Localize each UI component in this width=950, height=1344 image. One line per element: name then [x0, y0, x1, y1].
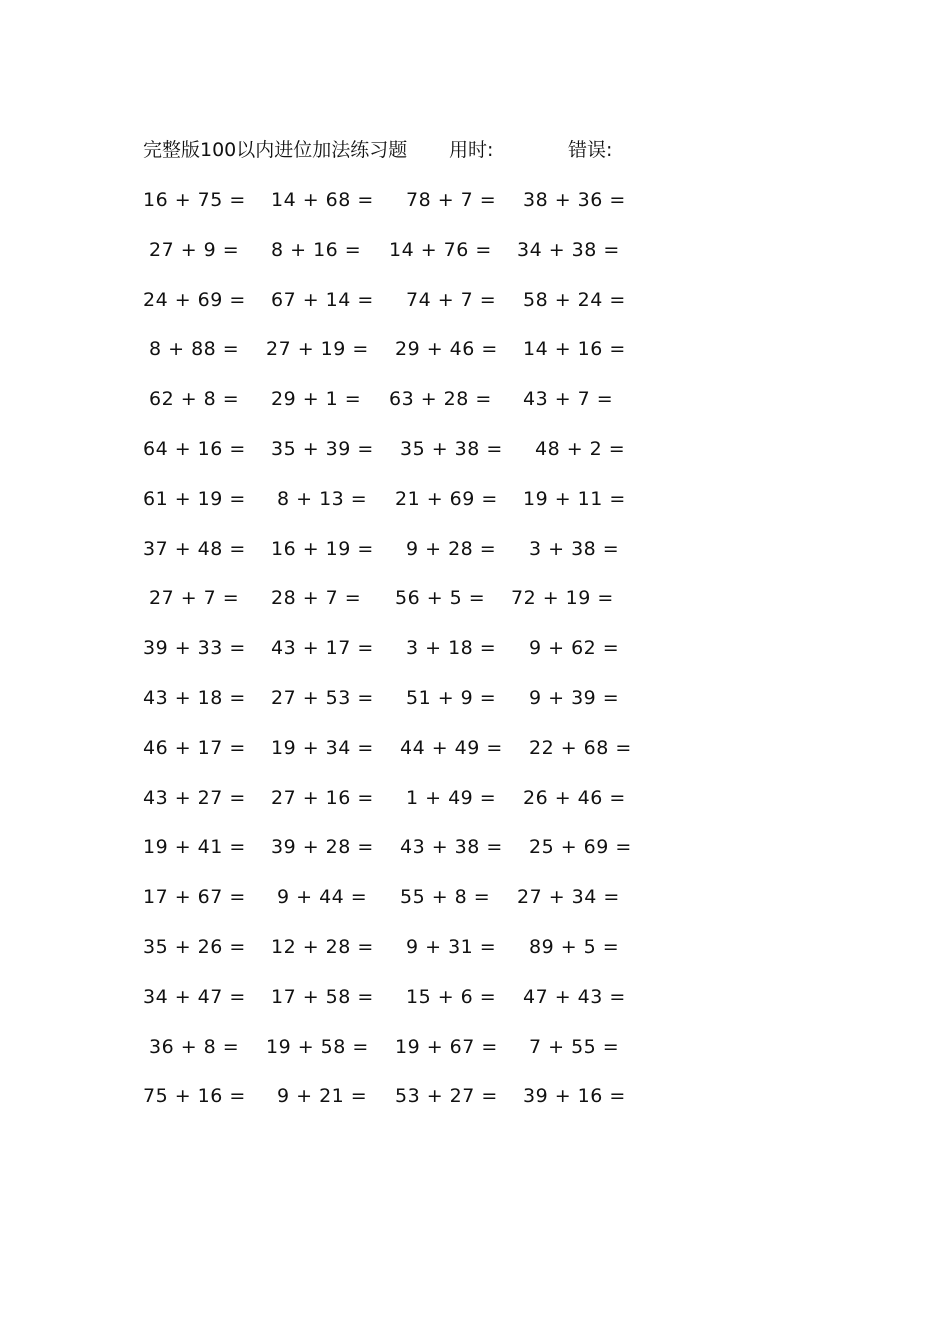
addition-problem: 78 + 7 =: [406, 189, 497, 211]
addition-problem: 44 + 49 =: [400, 736, 503, 759]
addition-problem: 43 + 38 =: [400, 836, 503, 859]
addition-problem: 43 + 7 =: [523, 388, 614, 411]
addition-problem: 9 + 31 =: [406, 936, 497, 958]
problem-row: [0, 534, 950, 564]
addition-problem: 9 + 62 =: [529, 637, 620, 660]
errors-label: 错误:: [568, 139, 613, 161]
problem-row: [0, 832, 950, 862]
addition-problem: 28 + 7 =: [271, 587, 362, 610]
problem-row: [0, 733, 950, 763]
addition-problem: 58 + 24 =: [523, 288, 626, 311]
addition-problem: 14 + 76 =: [389, 238, 492, 261]
addition-problem: 27 + 7 =: [149, 587, 240, 610]
addition-problem: 48 + 2 =: [535, 438, 626, 460]
problem-row: [0, 185, 950, 215]
addition-problem: 16 + 19 =: [271, 537, 374, 560]
addition-problem: 9 + 44 =: [277, 886, 368, 909]
addition-problem: 89 + 5 =: [529, 936, 620, 958]
addition-problem: 19 + 67 =: [395, 1035, 498, 1058]
addition-problem: 29 + 46 =: [395, 338, 498, 361]
addition-problem: 29 + 1 =: [271, 388, 362, 411]
addition-problem: 9 + 28 =: [406, 537, 497, 560]
addition-problem: 14 + 68 =: [271, 189, 374, 211]
problem-row: [0, 1032, 950, 1062]
addition-problem: 19 + 34 =: [271, 736, 374, 759]
addition-problem: 64 + 16 =: [143, 438, 246, 460]
addition-problem: 26 + 46 =: [523, 786, 626, 809]
addition-problem: 53 + 27 =: [395, 1085, 498, 1108]
addition-problem: 12 + 28 =: [271, 936, 374, 958]
addition-problem: 51 + 9 =: [406, 687, 497, 709]
problem-row: [0, 982, 950, 1012]
addition-problem: 19 + 41 =: [143, 836, 246, 859]
addition-problem: 8 + 88 =: [149, 338, 240, 361]
addition-problem: 67 + 14 =: [271, 288, 374, 311]
problem-row: [0, 285, 950, 315]
addition-problem: 14 + 16 =: [523, 338, 626, 361]
addition-problem: 35 + 39 =: [271, 438, 374, 460]
addition-problem: 37 + 48 =: [143, 537, 246, 560]
addition-problem: 35 + 26 =: [143, 936, 246, 958]
addition-problem: 3 + 38 =: [529, 537, 620, 560]
addition-problem: 75 + 16 =: [143, 1085, 246, 1108]
problem-row: [0, 484, 950, 514]
addition-problem: 1 + 49 =: [406, 786, 497, 809]
addition-problem: 19 + 58 =: [266, 1035, 369, 1058]
addition-problem: 56 + 5 =: [395, 587, 486, 610]
problem-row: [0, 783, 950, 813]
addition-problem: 16 + 75 =: [143, 189, 246, 211]
addition-problem: 27 + 34 =: [517, 886, 620, 909]
addition-problem: 38 + 36 =: [523, 189, 626, 211]
addition-problem: 24 + 69 =: [143, 288, 246, 311]
addition-problem: 39 + 28 =: [271, 836, 374, 859]
addition-problem: 9 + 21 =: [277, 1085, 368, 1108]
worksheet-title: 完整版100以内进位加法练习题: [143, 139, 408, 161]
addition-problem: 8 + 16 =: [271, 238, 362, 261]
addition-problem: 27 + 53 =: [271, 687, 374, 709]
problem-row: [0, 434, 950, 464]
addition-problem: 22 + 68 =: [529, 736, 632, 759]
addition-problem: 27 + 16 =: [271, 786, 374, 809]
problem-row: [0, 882, 950, 912]
addition-problem: 8 + 13 =: [277, 487, 368, 510]
addition-problem: 43 + 27 =: [143, 786, 246, 809]
addition-problem: 55 + 8 =: [400, 886, 491, 909]
addition-problem: 72 + 19 =: [511, 587, 614, 610]
problem-row: [0, 384, 950, 414]
problem-row: [0, 334, 950, 364]
addition-problem: 17 + 58 =: [271, 985, 374, 1008]
problem-row: [0, 683, 950, 713]
addition-problem: 63 + 28 =: [389, 388, 492, 411]
addition-problem: 3 + 18 =: [406, 637, 497, 660]
addition-problem: 15 + 6 =: [406, 985, 497, 1008]
addition-problem: 36 + 8 =: [149, 1035, 240, 1058]
addition-problem: 19 + 11 =: [523, 487, 626, 510]
addition-problem: 25 + 69 =: [529, 836, 632, 859]
problem-row: [0, 235, 950, 265]
addition-problem: 46 + 17 =: [143, 736, 246, 759]
problem-row: [0, 583, 950, 613]
addition-problem: 27 + 19 =: [266, 338, 369, 361]
problem-row: [0, 932, 950, 962]
addition-problem: 27 + 9 =: [149, 238, 240, 261]
addition-problem: 21 + 69 =: [395, 487, 498, 510]
addition-problem: 17 + 67 =: [143, 886, 246, 909]
addition-problem: 47 + 43 =: [523, 985, 626, 1008]
problem-row: [0, 633, 950, 663]
addition-problem: 9 + 39 =: [529, 687, 620, 709]
problem-row: [0, 1081, 950, 1111]
addition-problem: 62 + 8 =: [149, 388, 240, 411]
time-label: 用时:: [449, 139, 494, 161]
addition-problem: 34 + 47 =: [143, 985, 246, 1008]
addition-problem: 61 + 19 =: [143, 487, 246, 510]
addition-problem: 39 + 33 =: [143, 637, 246, 660]
addition-problem: 35 + 38 =: [400, 438, 503, 460]
addition-problem: 43 + 17 =: [271, 637, 374, 660]
addition-problem: 34 + 38 =: [517, 238, 620, 261]
addition-problem: 43 + 18 =: [143, 687, 246, 709]
addition-problem: 7 + 55 =: [529, 1035, 620, 1058]
addition-problem: 39 + 16 =: [523, 1085, 626, 1108]
addition-problem: 74 + 7 =: [406, 288, 497, 311]
